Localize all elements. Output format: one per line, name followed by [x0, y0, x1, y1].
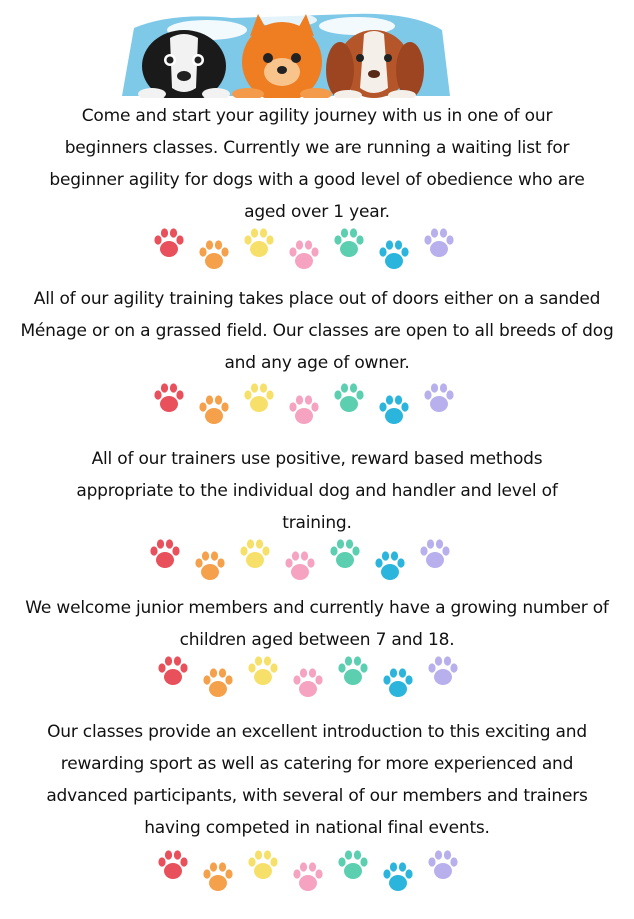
paw-print-icon	[156, 654, 190, 688]
text-line: aged over 1 year.	[244, 202, 390, 222]
paw-print-icon	[148, 537, 182, 571]
training-location-paragraph	[0, 283, 634, 379]
text-line: advanced participants, with several of our members and trainers	[46, 786, 588, 806]
paw-print-icon	[197, 393, 231, 427]
text-line: appropriate to the individual dog and handler and level of	[76, 481, 558, 501]
junior-members-paragraph	[0, 592, 634, 656]
paw-print-icon	[242, 226, 276, 260]
paw-print-icon	[422, 381, 456, 415]
text-line: All of our agility training takes place out of doors either on a sanded	[33, 289, 601, 309]
text-line: children aged between 7 and 18.	[179, 630, 455, 650]
paw-print-icon	[287, 238, 321, 272]
paw-print-icon	[246, 654, 280, 688]
paw-print-icon	[422, 226, 456, 260]
paw-print-icon	[426, 654, 460, 688]
paw-print-icon	[287, 393, 321, 427]
paw-print-icon	[381, 860, 415, 894]
text-line: Come and start your agility journey with us in one of our	[81, 106, 553, 126]
intro-paragraph	[0, 100, 634, 228]
paw-print-icon	[152, 226, 186, 260]
paw-print-icon	[201, 666, 235, 700]
text-line: and any age of owner.	[224, 353, 410, 373]
text-line: Ménage or on a grassed field. Our classes are open to all breeds of dog	[20, 321, 614, 341]
paw-print-icon	[336, 848, 370, 882]
paw-print-icon	[377, 393, 411, 427]
text-line: All of our trainers use positive, reward based methods	[91, 449, 543, 469]
paw-print-icon	[238, 537, 272, 571]
paw-print-icon	[201, 860, 235, 894]
paw-print-icon	[381, 666, 415, 700]
paw-print-icon	[418, 537, 452, 571]
paw-print-icon	[336, 654, 370, 688]
paw-print-icon	[332, 226, 366, 260]
paw-print-icon	[193, 549, 227, 583]
text-line: beginner agility for dogs with a good level of obedience who are	[49, 170, 585, 190]
text-line: training.	[282, 513, 352, 533]
text-line: rewarding sport as well as catering for more experienced and	[60, 754, 574, 774]
text-line: having competed in national final events.	[144, 818, 490, 838]
text-line: Our classes provide an excellent introduction to this exciting and	[47, 722, 587, 742]
paw-print-icon	[197, 238, 231, 272]
paw-print-icon	[291, 666, 325, 700]
paw-print-icon	[332, 381, 366, 415]
paw-print-icon	[283, 549, 317, 583]
dogs-banner-image	[112, 8, 452, 98]
paw-print-icon	[426, 848, 460, 882]
paw-print-icon	[377, 238, 411, 272]
paw-print-icon	[152, 381, 186, 415]
paw-print-icon	[328, 537, 362, 571]
trainers-paragraph	[0, 443, 634, 539]
classes-paragraph	[0, 716, 634, 844]
text-line: We welcome junior members and currently have a growing number of	[25, 598, 609, 618]
paw-print-icon	[156, 848, 190, 882]
text-line: beginners classes. Currently we are running a waiting list for	[64, 138, 570, 158]
paw-print-icon	[246, 848, 280, 882]
paw-print-icon	[373, 549, 407, 583]
paw-print-icon	[242, 381, 276, 415]
paw-print-icon	[291, 860, 325, 894]
